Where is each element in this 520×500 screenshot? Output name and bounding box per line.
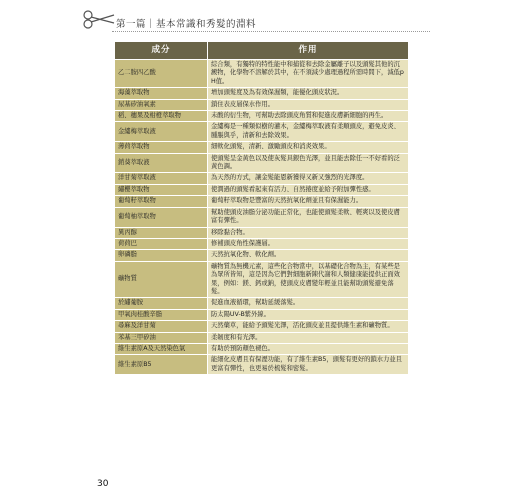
table-row [115,207,409,227]
ingredient-function: 金縷梅是一種類似樹的灌木，金縷梅萃取液有柔順頭皮，避免皮炎、腫脹與乎，清新和去除效果。 [208,122,409,142]
ingredient-function: 天然抗氧化物、軟化劑。 [208,250,409,261]
scissors-icon [82,8,116,30]
table-row [115,332,409,343]
table-row [115,355,409,375]
table-row [115,153,409,173]
ingredient-function: 礦物質為無機元素，這些化合物當中，以基礎化合物為主，有某些是為眾所皆知，這是因為它們對細胞新陳代謝和人類健康能提供正面效果，例如：鎂、鈣或鈉，使頭皮皮膚變年輕並且能幫助頭髮避免落髮。 [208,261,409,298]
ingredient-function: 修補頭皮角性保護層。 [208,238,409,249]
table-row [115,238,409,249]
ingredient-name: 洋甘菊萃取液 [115,173,208,184]
ingredient-function: 綜合類，有獨特的特性能中和捕從和去除金屬離子以及頭髮其他的沉澱物，化學物不溶解於其中，在不須減少處理過程所需時間下，減低pH值。 [208,60,409,88]
chapter-title: 第一篇｜基本常識和秀髮的淵料 [116,19,257,30]
table-body [115,60,409,375]
ingredient-function: 使頭髮呈金黃色以及使灰髮具銀色光澤，並且能去除任一不好看的泛黃色調。 [208,153,409,173]
table-row [115,111,409,122]
ingredient-function: 柔韌度和有光澤。 [208,332,409,343]
ingredient-function: 增加頭髮度及為有效保濕類，能優化頭皮狀況。 [208,88,409,99]
table-row [115,309,409,320]
table-row [115,321,409,332]
table-row [115,343,409,354]
ingredient-name: 繡櫻萃取物 [115,184,208,195]
ingredient-table [114,41,409,375]
ingredient-name: 薄荷萃取物 [115,142,208,153]
ingredient-function: 使潤過的頭髮看起來有活力、自然捲度並給予附加彈性感。 [208,184,409,195]
ingredient-name: 甲氧肉桂酸辛脂 [115,309,208,320]
ingredient-function: 天然藥草，能給予頭髮光澤，活化頭皮並且提供維生素和礦物質。 [208,321,409,332]
table-row [115,250,409,261]
ingredient-function: 鎖住表皮層保水作用。 [208,99,409,110]
page-header [0,0,520,34]
ingredient-name: 尿基矽油氧素 [115,99,208,110]
ingredient-name: 稻、穗果及柑橙萃取物 [115,111,208,122]
ingredient-name: 維生素原A及天然染色氣 [115,343,208,354]
ingredient-function: 能細化皮膚且有保溼功能，有了維生素B5，頭髮有更好的鎖水力並且更富有彈性，也更易於梳髮和密髮。 [208,355,409,375]
table-row [115,196,409,207]
ingredient-name: 尋麻及洋甘菊 [115,321,208,332]
ingredient-function: 有助於預防顏色褪色。 [208,343,409,354]
ingredient-function: 促進血液循環，幫助延緩落髮。 [208,298,409,309]
ingredient-name: 苯基三甲矽油 [115,332,208,343]
ingredient-name: 乙二胺四乙酸 [115,60,208,88]
ingredient-name: 卵磷脂 [115,250,208,261]
ingredient-function: 葡萄籽萃取物是豐富的天然抗氧化劑並且有保濕能力。 [208,196,409,207]
header-divider [112,31,430,32]
table-row [115,173,409,184]
table-row [115,184,409,195]
ingredient-function: 未酸的衍生物，可幫助去除頭皮角質和促進皮膚新細胞的再生。 [208,111,409,122]
column-header-ingredient: 成分 [115,42,208,60]
ingredient-function: 移除黏合物。 [208,227,409,238]
ingredient-function: 防太陽UV-B紫外線。 [208,309,409,320]
ingredient-name: 葡萄籽萃取物 [115,196,208,207]
ingredient-function: 幫助使頭皮油脂分泌功能正常化，也能使頭髮柔軟、輕爽以及使皮膚富有彈性。 [208,207,409,227]
ingredient-name: 銷葵萃取液 [115,153,208,173]
table-row [115,298,409,309]
ingredient-name: 於繡葡胺 [115,298,208,309]
table-row [115,261,409,298]
column-header-function: 作用 [208,42,409,60]
table-row [115,88,409,99]
ingredient-name: 葡萄柚萃取物 [115,207,208,227]
table-row [115,99,409,110]
table-row [115,122,409,142]
ingredient-name: 礦物質 [115,261,208,298]
table-row [115,60,409,88]
ingredient-name: 維生素原B5 [115,355,208,375]
table-row [115,142,409,153]
ingredient-name: 荷荷巴 [115,238,208,249]
ingredient-function: 為天然的方式，讓金髮能恩新獲得又新又強烈的光澤度。 [208,173,409,184]
ingredient-name: 海藻萃取物 [115,88,208,99]
page-number: 30 [97,479,109,489]
table-row [115,227,409,238]
table-header-row [115,42,409,60]
ingredient-name: 異丙醇 [115,227,208,238]
ingredient-name: 金縷梅萃取液 [115,122,208,142]
ingredient-function: 細軟化頭髮，清新、激勵頭皮和消炎效果。 [208,142,409,153]
